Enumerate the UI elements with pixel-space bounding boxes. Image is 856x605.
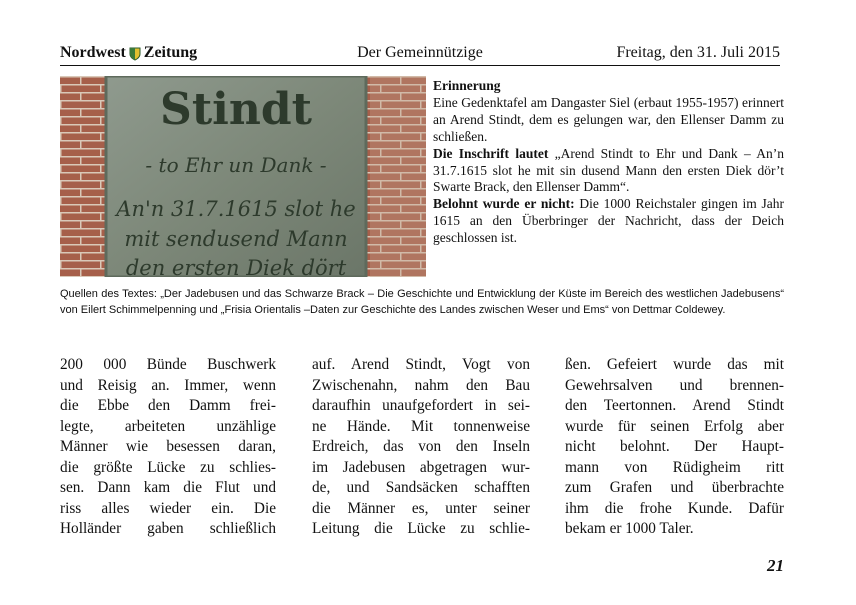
inscription-text: „Arend Stindt to Ehr und Dank – An’n 31.7.1615 slot he mit sin dusend Mann den ersten Diek dör’t Swarte Brack, den Ellenser Damm“. (433, 145, 784, 195)
page-header (60, 44, 780, 66)
info-box (433, 78, 784, 247)
article-column-1 (60, 355, 276, 540)
info-box-paragraph-1: Eine Gedenktafel am Dangaster Siel (erbaut 1955-1957) erinnert an Arend Stindt, dem es gelungen war, den Ellenser Damm zu schließen. (433, 94, 784, 144)
column-line: ihm die frohe Kunde. Dafür (565, 499, 784, 517)
plaque-line-1: Stindt (160, 84, 312, 135)
column-line: ne Hände. Mit tonnenweise (312, 417, 530, 435)
brand-left: Nordwest (60, 44, 126, 61)
column-line: Holländer gaben schließlich (60, 520, 276, 537)
column-line: legte, arbeiteten unzählige (60, 417, 276, 435)
column-line: Männer wie besessen daran, (60, 438, 276, 455)
column-line: daraufhin unaufgefordert in sei- (312, 397, 530, 414)
column-line: Erdreich, das von den Inseln (312, 438, 530, 455)
column-line: bekam er 1000 Taler. (565, 520, 694, 537)
column-line: ßen. Gefeiert wurde das mit (565, 356, 784, 373)
info-box-paragraph-2 (433, 146, 784, 197)
page-number: 21 (767, 556, 784, 575)
column-line: sen. Dann kam die Flut und (60, 479, 276, 496)
column-line: die Männer es, unter seiner (312, 499, 530, 517)
plaque-line-4: mit sendusend Mann (124, 227, 348, 251)
plaque-line-3: An'n 31.7.1615 slot he (116, 197, 356, 221)
plaque-line-5: den ersten Diek dört (125, 256, 347, 277)
memorial-plaque-photo (60, 76, 426, 277)
column-line: nicht belohnt. Der Haupt- (565, 438, 784, 455)
column-line: wurde für seinen Erfolg aber (565, 417, 784, 435)
issue-date: Freitag, den 31. Juli 2015 (616, 44, 780, 61)
column-line: auf. Arend Stindt, Vogt von (312, 356, 530, 373)
column-line: Zwischenahn, nahm den Bau (312, 376, 530, 394)
section-title: Der Gemeinnützige (357, 44, 483, 61)
column-line: 200 000 Bünde Buschwerk (60, 356, 276, 373)
plaque-line-2: - to Ehr un Dank - (145, 153, 327, 177)
column-line: den Teertonnen. Arend Stindt (565, 397, 784, 414)
column-line: de, und Sandsäcken schafften (312, 479, 530, 496)
info-box-title: Erinnerung (433, 78, 501, 93)
column-line: Gewehrsalven und brennen- (565, 376, 784, 394)
reward-label: Belohnt wurde er nicht: (433, 196, 575, 212)
column-line: im Jadebusen abgetragen wur- (312, 458, 530, 476)
reward-text: Die 1000 Reichstaler gingen im Jahr 1615 an den Überbringer der Nachricht, dass der Deich geschlossen ist. (433, 196, 785, 246)
sources-note: Quellen des Textes: „Der Jadebusen und das Schwarze Brack – Die Geschichte und Entwicklung der Küste im Bereich des westlichen Jadebusens“ von Eilert Schimmelpenning und „Frisia Orientalis –Daten zur Geschichte des Landes zwischen Weser und Ems“ von Dettmar Coldewey. (60, 288, 784, 316)
column-line: Leitung die Lücke zu schlie- (312, 520, 530, 537)
column-line: die Ebbe den Damm frei- (60, 397, 276, 414)
column-line: die größte Lücke zu schlies- (60, 458, 276, 476)
column-line: riss alles wieder ein. Die (60, 499, 276, 517)
inscription-label: Die Inschrift lautet (433, 145, 549, 161)
column-line: und Reisig an. Immer, wenn (60, 376, 276, 394)
column-line: mann von Rüdigheim ritt (565, 458, 784, 476)
info-box-paragraph-3 (433, 196, 784, 247)
article-column-3 (565, 355, 784, 540)
brand-right: Zeitung (143, 44, 198, 61)
article-column-2 (312, 355, 530, 540)
column-line: zum Grafen und überbrachte (565, 479, 784, 496)
